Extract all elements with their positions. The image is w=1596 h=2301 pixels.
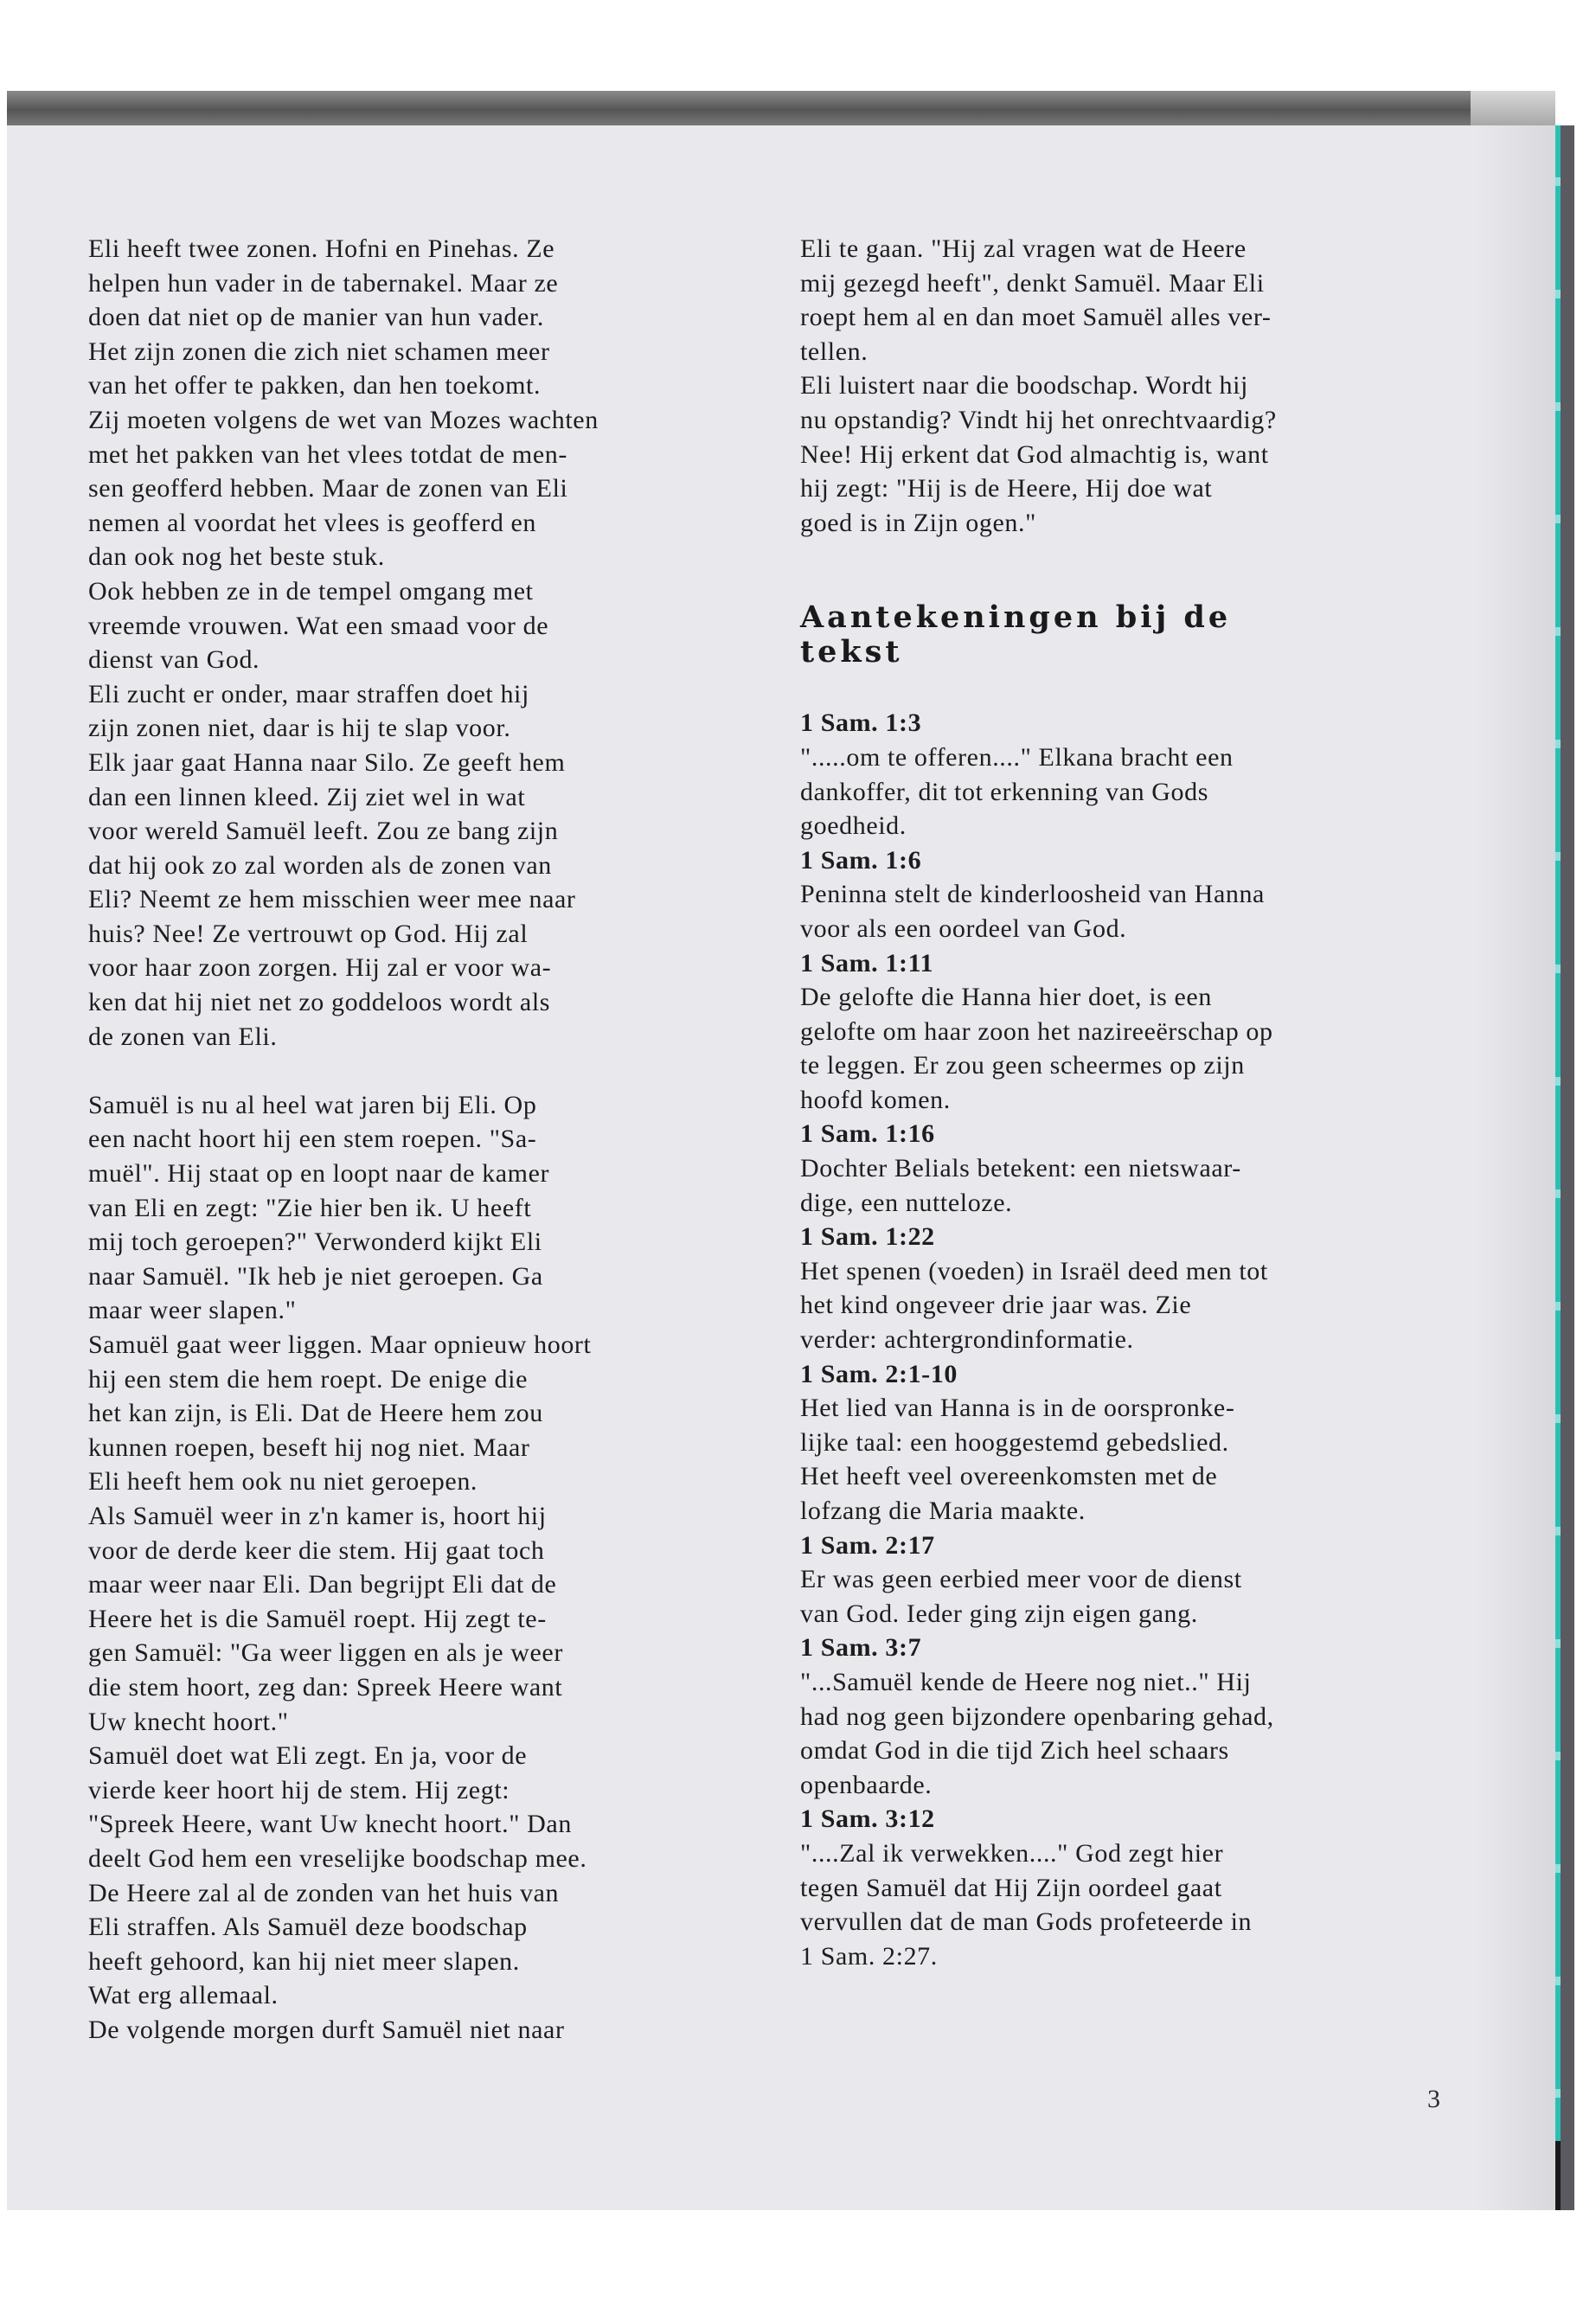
note-reference: 1 Sam. 2:1-10 <box>800 1359 958 1388</box>
paragraph: Elk jaar gaat Hanna naar Silo. Ze geeft hem dan een linnen kleed. Zij ziet wel in wat voor wereld Samuël leeft. Zou ze bang zijn dat hij ook zo zal worden als de zonen van Eli? Neemt ze hem misschien weer mee naar huis? Nee! Ze vertrouwt op God. Hij zal voor haar zoon zorgen. Hij zal er voor wa- ken dat hij niet net zo goddeloos wordt als de zonen van Eli. <box>88 747 576 1051</box>
page-edge-shadow <box>1476 125 1555 2210</box>
right-column <box>800 232 1419 1973</box>
paragraph: Eli luistert naar die boodschap. Wordt hij nu opstandig? Vindt hij het onrechtvaardig? Nee! Hij erkent dat God almachtig is, want hij zegt: "Hij is de Heere, Hij doe wat goed is in Zijn ogen." <box>800 371 1277 537</box>
note-text: Het spenen (voeden) in Israël deed men tot het kind ongeveer drie jaar was. Zie verder: achtergrondinformatie. <box>800 1256 1268 1355</box>
scan-top-border-highlight <box>1471 91 1555 125</box>
note-reference: 1 Sam. 3:7 <box>800 1633 922 1663</box>
note-text: Er was geen eerbied meer voor de dienst van God. Ieder ging zijn eigen gang. <box>800 1565 1242 1628</box>
note-text: Het lied van Hanna is in de oorspronke- lijke taal: een hooggestemd gebedslied. Het heeft veel overeenkomsten met de lofzang die Maria maakte. <box>800 1394 1235 1525</box>
note <box>800 843 1419 946</box>
note-text: "....Zal ik verwekken...." God zegt hier tegen Samuël dat Hij Zijn oordeel gaat vervullen dat de man Gods profeteerde in 1 Sam. 2:27. <box>800 1838 1253 1971</box>
left-column <box>88 232 754 2047</box>
section-heading: Aantekeningen bij de tekst <box>800 599 1232 670</box>
paragraph-spacer <box>88 1054 754 1088</box>
note-reference: 1 Sam. 2:17 <box>800 1530 935 1560</box>
paragraph: Ook hebben ze in de tempel omgang met vreemde vrouwen. Wat een smaad voor de dienst van God. <box>88 576 549 675</box>
paragraph: Samuël is nu al heel wat jaren bij Eli. Op een nacht hoort hij een stem roepen. "Sa- muël". Hij staat op en loopt naar de kamer van Eli en zegt: "Zie hier ben ik. U heeft mij toch geroepen?" Verwonderd kijkt Eli naar Samuël. "Ik heb je niet geroepen. Ga maar weer slapen." <box>88 1090 550 1325</box>
note-text: "...Samuël kende de Heere nog niet.." Hij had nog geen bijzondere openbaring gehad, omdat God in die tijd Zich heel schaars openbaarde. <box>800 1667 1274 1799</box>
page-number: 3 <box>1427 2085 1440 2113</box>
note <box>800 1529 1419 1631</box>
note-reference: 1 Sam. 1:22 <box>800 1222 935 1252</box>
note <box>800 706 1419 843</box>
note-text: Dochter Belials betekent: een nietswaar- dige, een nutteloze. <box>800 1154 1241 1217</box>
paragraph: Samuël gaat weer liggen. Maar opnieuw hoort hij een stem die hem roept. De enige die het kan zijn, is Eli. Dat de Heere hem zou kunnen roepen, beseft hij nog niet. Maar Eli heeft hem ook nu niet geroepen. <box>88 1330 592 1497</box>
section-spacer <box>800 670 1419 706</box>
note <box>800 1357 1419 1529</box>
scan-top-border <box>7 91 1555 125</box>
paragraph: Als Samuël weer in z'n kamer is, hoort hij voor de derde keer die stem. Hij gaat toch maar weer naar Eli. Dan begrijpt Eli dat de Heere het is die Samuël roept. Hij zegt te- gen Samuël: "Ga weer liggen en als je weer die stem hoort, zeg dan: Spreek Heere want Uw knecht hoort." <box>88 1501 563 1736</box>
note <box>800 1117 1419 1220</box>
note-text: De gelofte die Hanna hier doet, is een gelofte om haar zoon het nazireeërschap op te leggen. Er zou geen scheermes op zijn hoofd komen. <box>800 983 1273 1114</box>
note-reference: 1 Sam. 1:11 <box>800 948 934 977</box>
paragraph: Eli heeft twee zonen. Hofni en Pinehas. Ze helpen hun vader in de tabernakel. Maar ze doen dat niet op de manier van hun vader. Het zijn zonen die zich niet schamen meer van het offer te pakken, dan hen toekomt. Zij moeten volgens de wet van Mozes wachten met het pakken van het vlees totdat de men- sen geofferd hebben. Maar de zonen van Eli nemen al voordat het vlees is geofferd en dan ook nog het beste stuk. <box>88 234 599 572</box>
note-reference: 1 Sam. 3:12 <box>800 1804 935 1834</box>
paragraph: Samuël doet wat Eli zegt. En ja, voor de vierde keer hoort hij de stem. Hij zegt: "Spreek Heere, want Uw knecht hoort." Dan deelt God hem een vreselijke boodschap mee. De Heere zal al de zonden van het huis van Eli straffen. Als Samuël deze boodschap heeft gehoord, kan hij niet meer slapen. Wat erg allemaal. <box>88 1741 587 2010</box>
page-tab-strip <box>1555 125 1561 2141</box>
scan-corner <box>1555 2141 1561 2210</box>
note <box>800 1220 1419 1356</box>
note-reference: 1 Sam. 1:3 <box>800 708 922 738</box>
paragraph: Eli zucht er onder, maar straffen doet hij zijn zonen niet, daar is hij te slap voor. <box>88 679 529 743</box>
note <box>800 946 1419 1118</box>
note-reference: 1 Sam. 1:6 <box>800 845 922 875</box>
section-spacer <box>800 540 1419 600</box>
note <box>800 1802 1419 1973</box>
paragraph: Eli te gaan. "Hij zal vragen wat de Heere mij gezegd heeft", denkt Samuël. Maar Eli roept hem al en dan moet Samuël alles ver- tellen. <box>800 234 1272 366</box>
paragraph: De volgende morgen durft Samuël niet naar <box>88 2015 565 2044</box>
note-text: ".....om te offeren...." Elkana bracht een dankoffer, dit tot erkenning van Gods goedheid. <box>800 742 1234 841</box>
note <box>800 1631 1419 1802</box>
note-reference: 1 Sam. 1:16 <box>800 1119 935 1149</box>
note-text: Peninna stelt de kinderloosheid van Hanna voor als een oordeel van God. <box>800 880 1265 943</box>
